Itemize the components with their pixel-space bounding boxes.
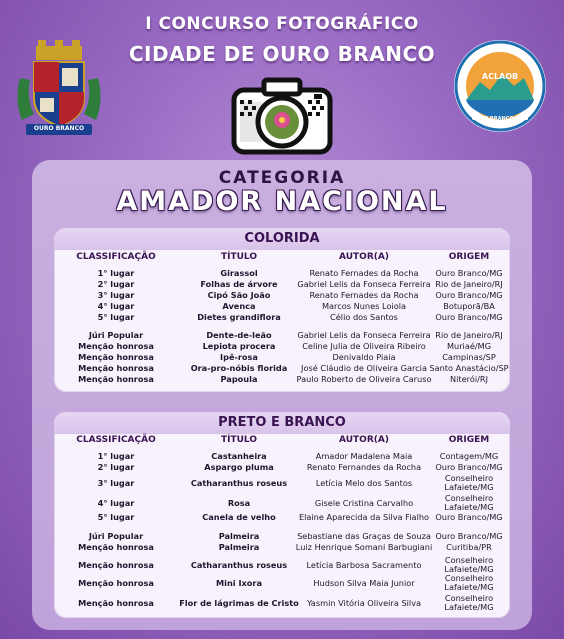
row-origin: Ouro Branco/MG — [435, 512, 503, 522]
row-origin: Rio de Janeiro/RJ — [435, 279, 503, 289]
row-author: Paulo Roberto de Oliveira Caruso — [296, 374, 432, 384]
row-author: Elaine Aparecida da Silva Fialho — [298, 512, 430, 522]
row-title: Rosa — [227, 498, 251, 508]
row-author: Luiz Henrique Somani Barbugiani — [295, 542, 433, 552]
row-title: Canela de velho — [202, 512, 276, 522]
right-logo-acronym: ACLAOB — [481, 72, 519, 81]
row-author: Renato Fernades da Rocha — [309, 290, 419, 300]
row-classification: Menção honrosa — [78, 598, 154, 608]
header-titulo: TÍTULO — [221, 435, 257, 445]
row-origin: Santo Anastácio/SP — [429, 363, 509, 373]
row-origin: Conselheiro Lafaiete/MG — [444, 593, 494, 612]
row-classification: 1° lugar — [97, 268, 135, 278]
row-author: Célio dos Santos — [330, 312, 398, 322]
header-classificacao: CLASSIFICAÇÃO — [76, 435, 156, 445]
row-classification: Menção honrosa — [78, 341, 154, 351]
header-origem: ORIGEM — [448, 252, 490, 262]
row-title: Castanheira — [211, 451, 267, 461]
header-origem: ORIGEM — [448, 435, 490, 445]
row-author: Marcos Nunes Loiola — [321, 301, 407, 311]
row-author: Renato Fernades da Rocha — [309, 268, 419, 278]
header-autor: AUTOR(A) — [339, 252, 389, 262]
row-origin: Niterói/RJ — [450, 374, 488, 384]
row-title: Palmeira — [218, 542, 260, 552]
row-classification: Júri Popular — [88, 531, 144, 541]
header-classificacao: CLASSIFICAÇÃO — [76, 252, 156, 262]
row-title: Avenca — [222, 301, 256, 311]
right-logo-location: OURO BRANCO - MG — [471, 116, 529, 122]
colorida-heading: COLORIDA — [54, 228, 510, 250]
row-origin: Rio de Janeiro/RJ — [435, 330, 503, 340]
category-name: AMADOR NACIONAL — [116, 186, 448, 217]
row-origin: Conselheiro Lafaiete/MG — [444, 473, 494, 492]
row-title: Dietes grandiflora — [197, 312, 281, 322]
row-classification: Júri Popular — [88, 330, 144, 340]
row-title: Palmeira — [218, 531, 260, 541]
row-classification: 2° lugar — [97, 279, 135, 289]
row-title: Dente-de-leão — [206, 330, 272, 340]
row-classification: 2° lugar — [97, 462, 135, 472]
header-autor: AUTOR(A) — [339, 435, 389, 445]
contest-title: I CONCURSO FOTOGRÁFICO — [145, 14, 419, 34]
row-origin: Contagem/MG — [439, 451, 499, 461]
row-title: Ora-pro-nóbis florida — [190, 363, 288, 373]
row-title: Ipê-rosa — [220, 352, 258, 362]
row-title: Catharanthus roseus — [190, 478, 288, 488]
row-title: Lepiota procera — [202, 341, 276, 351]
row-title: Folhas de árvore — [200, 279, 278, 289]
row-origin: Ouro Branco/MG — [435, 531, 503, 541]
row-origin: Botuporã/BA — [443, 301, 495, 311]
row-author: José Cláudio de Oliveira Garcia — [301, 363, 427, 373]
row-author: Letícia Melo dos Santos — [315, 478, 413, 488]
row-author: Amador Madalena Maia — [315, 451, 413, 461]
row-author: Renato Fernandes da Rocha — [306, 462, 422, 472]
row-classification: 3° lugar — [97, 290, 135, 300]
row-author: Gabriel Lelis da Fonseca Ferreira — [297, 279, 431, 289]
row-origin: Curitiba/PR — [446, 542, 492, 552]
row-origin: Ouro Branco/MG — [435, 268, 503, 278]
row-title: Papoula — [220, 374, 258, 384]
row-origin: Ouro Branco/MG — [435, 290, 503, 300]
row-classification: Menção honrosa — [78, 374, 154, 384]
row-classification: Menção honrosa — [78, 352, 154, 362]
row-classification: 3° lugar — [97, 478, 135, 488]
row-author: Letícia Barbosa Sacramento — [306, 560, 422, 570]
row-title: Catharanthus roseus — [190, 560, 288, 570]
row-origin: Muriaé/MG — [446, 341, 492, 351]
row-author: Denivaldo Piaia — [332, 352, 396, 362]
row-origin: Conselheiro Lafaiete/MG — [444, 555, 494, 574]
header-titulo: TÍTULO — [221, 252, 257, 262]
row-author: Hudson Silva Maia Junior — [313, 578, 415, 588]
row-classification: Menção honrosa — [78, 363, 154, 373]
preto-branco-heading: PRETO E BRANCO — [54, 412, 510, 434]
row-classification: 5° lugar — [97, 512, 135, 522]
row-author: Sebastiane das Graças de Souza — [297, 531, 431, 541]
row-author: Gabriel Lelis da Fonseca Ferreira — [297, 330, 431, 340]
row-origin: Ouro Branco/MG — [435, 312, 503, 322]
row-title: Girassol — [220, 268, 258, 278]
row-title: Mini Ixora — [216, 578, 262, 588]
category-label: CATEGORIA — [218, 168, 346, 188]
row-author: Celine Julia de Oliveira Ribeiro — [302, 341, 426, 351]
city-title: CIDADE DE OURO BRANCO — [128, 42, 436, 66]
row-origin: Conselheiro Lafaiete/MG — [444, 493, 494, 512]
row-author: Yasmin Vitória Oliveira Silva — [306, 598, 422, 608]
row-classification: Menção honrosa — [78, 542, 154, 552]
row-title: Flor de lágrimas de Cristo — [179, 598, 299, 608]
row-classification: 1° lugar — [97, 451, 135, 461]
row-origin: Ouro Branco/MG — [435, 462, 503, 472]
row-classification: Menção honrosa — [78, 560, 154, 570]
row-author: Gisele Cristina Carvalho — [314, 498, 414, 508]
row-origin: Campinas/SP — [442, 352, 496, 362]
row-classification: Menção honrosa — [78, 578, 154, 588]
row-classification: 4° lugar — [97, 301, 135, 311]
row-title: Cipó São João — [207, 290, 271, 300]
row-classification: 4° lugar — [97, 498, 135, 508]
left-logo-label: OURO BRANCO — [33, 125, 85, 132]
row-classification: 5° lugar — [97, 312, 135, 322]
row-title: Aspargo pluma — [204, 462, 274, 472]
row-origin: Conselheiro Lafaiete/MG — [444, 573, 494, 592]
camera-icon — [230, 76, 334, 156]
